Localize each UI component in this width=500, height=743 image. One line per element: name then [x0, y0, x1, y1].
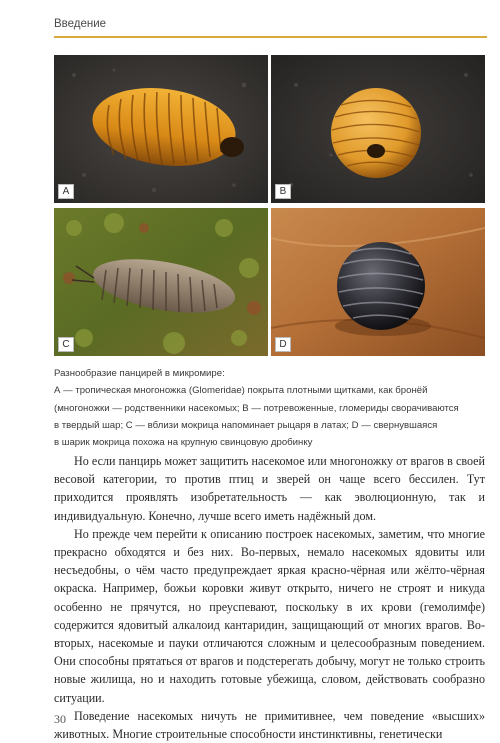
page-number: 30 [54, 712, 66, 726]
photo-a-glomerid-millipede [54, 55, 268, 203]
photo-label-b: B [275, 184, 291, 199]
photo-c-image [54, 208, 268, 356]
photo-c-woodlouse [54, 208, 268, 356]
photo-label-d: D [275, 337, 291, 352]
caption-line: в твердый шар; С — вблизи мокрица напоминает рыцаря в латах; D — свернувшаяся [54, 419, 438, 431]
paragraph: Но если панцирь может защитить насекомое или многоножку от врагов в своей весовой категории, то против птиц и зверей он чаще всего бессилен. Тут приходится проявлять изобретательность — как эволюционную, так и индивидуальную. Конечно, лучше всего иметь надёжный дом. [54, 454, 485, 523]
paragraph: Но прежде чем перейти к описанию построек насекомых, заметим, что многие прекрасно обходятся и без них. Во-первых, немало насекомых ядовиты или несъедобны, о чём часто предупреждает яркая красно-чёрная или жёлто-чёрная окраска. Например, божьи коровки живут открыто, ничего не строят и никуда особенно не прячутся, но преуспевают, поскольку в их крови (гемолимфе) содержится ядовитый алкалоид кантаридин, защищающий от многих врагов. Во-вторых, насекомые и пауки отличаются сложным и целесообразным поведением. Они способны прятаться от врагов и подстерегать добычу, могут не только строить новые жилища, но и находить готовые убежища, словом, действовать сообразно ситуации. [54, 526, 485, 705]
photo-d-pill-woodlouse [271, 208, 485, 356]
photo-a-image [54, 55, 268, 203]
caption-line: в шарик мокрица похожа на крупную свинцовую дробинку [54, 437, 313, 449]
paragraph: Поведение насекомых ничуть не примитивнее, чем поведение «высших» животных. Многие строительные способности инстинктивны, генетически [54, 708, 485, 742]
photo-d-image [271, 208, 485, 356]
photo-label-c: C [58, 337, 74, 352]
photo-label-a: A [58, 184, 74, 199]
photo-b-curled-glomerid [271, 55, 485, 203]
figure-caption [54, 365, 486, 451]
section-header: Введение [54, 18, 107, 30]
photo-b-image [271, 55, 485, 203]
caption-line: А — тропическая многоножка (Glomeridae) покрыта плотными щитками, как бронёй [54, 385, 428, 397]
body-text [54, 452, 485, 743]
caption-line: (многоножки — родственники насекомых; В — потревоженные, гломериды сворачиваются [54, 402, 459, 414]
caption-title: Разнообразие панцирей в микромире: [54, 368, 225, 379]
header-rule [54, 36, 487, 38]
